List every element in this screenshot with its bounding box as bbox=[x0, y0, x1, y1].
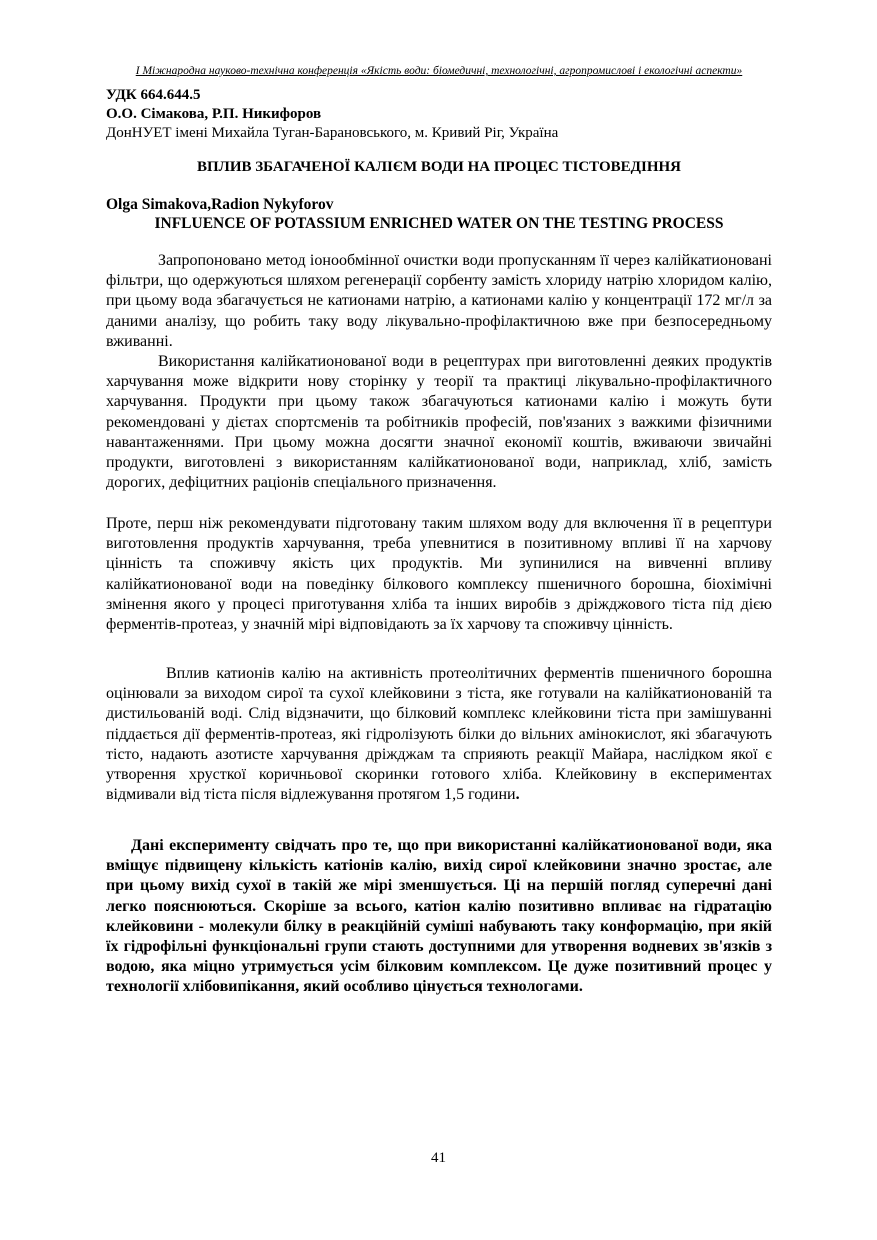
conference-header: І Міжнародна науково-технічна конференція «Якість води: біомедичні, технологічні, агропромислові і екологічні аспекти» bbox=[135, 65, 743, 77]
authors-en: Olga Simakova,Radion Nykyforov bbox=[106, 196, 334, 213]
paragraph-5-bold: Дані експерименту свідчать про те, що при використанні калійкатионованої води, яка вміщує підвищену кількість катіонів калію, вихід сирої клейковини значно зростає, але при цьому вихід сухої в такій же мірі зменшується. Ці на першій погляд суперечні дані легко пояснюються. Скоріше за всього, катіон калію позитивно впливає на гідратацію клейковини - молекули білку в реакційній суміші набувають таку конформацію, при якій їх гідрофільні функціональні групи стають доступними для утворення водневих зв'язків з водою, яка міцно утримується усім білковим комплексом. Це дуже позитивний процес у технології хлібовипікання, який особливо цінується технологами. bbox=[106, 837, 772, 996]
paragraph-4 bbox=[106, 664, 772, 805]
paragraph-1: Запропоновано метод іонообмінної очистки води пропусканням її через калійкатионовані фільтри, що одержуються шляхом регенерації сорбенту замість хлориду натрію хлоридом калію, при цьому вода збагачується не катионами натрію, а катионами калію у концентрації 172 мг/л за даними аналізу, що робить таку воду лікувально-профілактичною вже при безпосередньому вживанні. bbox=[106, 252, 772, 350]
authors-ua: О.О. Сімакова, Р.П. Никифоров bbox=[106, 106, 322, 122]
paragraph-3: Проте, перш ніж рекомендувати підготовану таким шляхом воду для включення її в рецептури виготовлення продуктів харчування, треба упевнитися в позитивному впливі її на харчову цінність та споживчу якість цих продуктів. Ми зупинилися на вивченні впливу калійкатионованої води на поведінку білкового комплексу пшеничного борошна, біохімічні змінення якого у процесі приготування хліба та інших виробів з дріжджового тіста під дією ферментів-протеаз, у значній мірі відповідають за їх харчову та споживчу цінність. bbox=[106, 515, 772, 634]
paragraph-4-period: . bbox=[515, 786, 520, 804]
paragraph-2: Використання калійкатионованої води в рецептурах при виготовленні деяких продуктів харчування може відкрити нову сторінку у теорії та практиці лікувально-профілактичного харчування. Продукти при цьому також збагачуються катионами калію і можуть бути рекомендовані у дієтах спортсменів та робітників професій, пов'язаних з важкими фізичними навантаженнями. При цьому можна досягти значної економії коштів, вживаючи звичайні продукти, виготовлені з використанням калійкатионованої води, наприклад, хліб, замість дорогих, дефіцитних раціонів спеціального призначення. bbox=[106, 353, 772, 492]
affiliation: ДонНУЕТ імені Михайла Туган-Барановського, м. Кривий Ріг, Україна bbox=[106, 125, 559, 141]
title-ua: ВПЛИВ ЗБАГАЧЕНОЇ КАЛІЄМ ВОДИ НА ПРОЦЕС ТІСТОВЕДІННЯ bbox=[196, 159, 681, 175]
udk-code: УДК 664.644.5 bbox=[106, 87, 201, 103]
title-en: INFLUENCE OF POTASSIUM ENRICHED WATER ON THE TESTING PROCESS bbox=[154, 215, 724, 232]
page-number: 41 bbox=[431, 1150, 446, 1166]
paragraph-4-text: Вплив катионів калію на активність протеолітичних ферментів пшеничного борошна оцінювали за виходом сирої та сухої клейковини з тіста, яке готували на калійкатионованій та дистильованій воді. Слід відзначити, що білковий комплекс клейковини тіста при замішуванні піддається дії ферментів-протеаз, які гідролізують білки до вільних амінокислот, які збагачують тісто, надають азотисте харчування дріжджам та сприяють реакції Майара, наслідком якої є утворення хрусткої коричньової скоринки готового хліба. Клейковину в експериментах відмивали від тіста після відлежування протягом 1,5 години bbox=[106, 665, 772, 804]
